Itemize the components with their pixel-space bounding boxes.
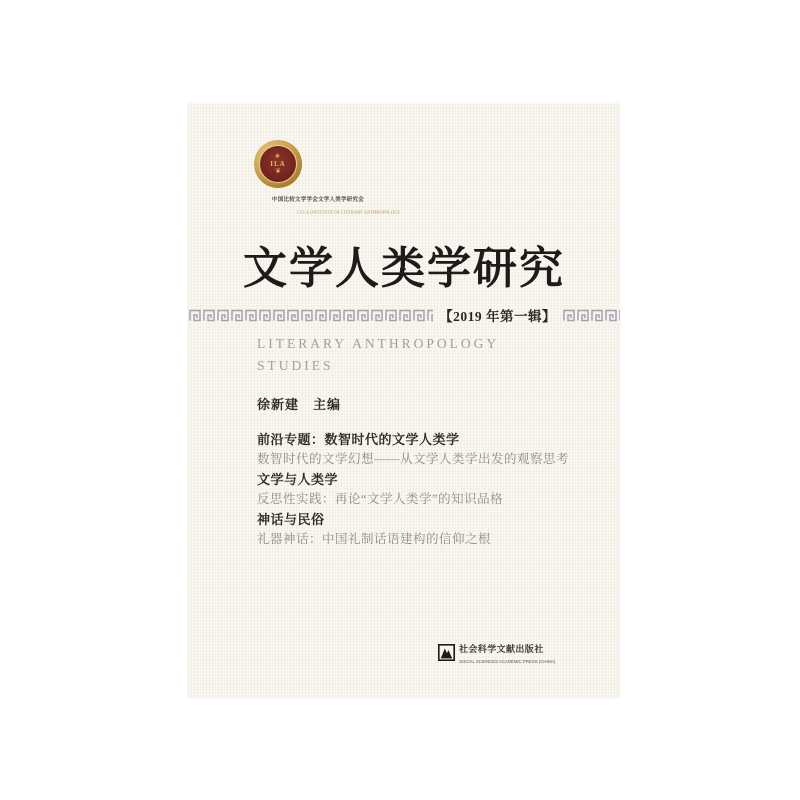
toc-article: 反思性实践：再论“文学人类学”的知识品格 [257, 492, 504, 506]
association-seal-inner [259, 145, 297, 183]
publisher-logo-icon [438, 644, 455, 661]
association-seal [254, 140, 302, 188]
meander-pattern-left [188, 309, 433, 322]
association-name-cn: 中国比较文学学会文学人类学研究会 [272, 196, 364, 203]
decorative-band [188, 308, 620, 322]
publisher-block [438, 644, 659, 664]
toc-article: 数智时代的文学幻想——从文学人类学出发的观察思考 [257, 452, 570, 466]
publisher-name-en: SOCIAL SCIENCES ACADEMIC PRESS (CHINA) [459, 659, 556, 664]
publisher-name-cn: 社会科学文献出版社 [459, 644, 544, 654]
book-title-en-line1: LITERARY ANTHROPOLOGY [257, 336, 500, 351]
seal-flourish-icon: ❦ [275, 166, 281, 175]
book-title-en [257, 333, 499, 377]
toc-article: 礼器神话：中国礼制话语建构的信仰之根 [257, 532, 492, 546]
issue-label: 【2019 年第一辑】 [439, 309, 556, 324]
seal-ornament-icon: ❖ [274, 153, 282, 160]
book-cover [188, 103, 620, 698]
association-name-en: CCLA INSTITUTE OF LITERARY ANTHROPOLOGY [297, 210, 401, 215]
editor-line: 徐新建 主编 [257, 397, 342, 412]
contents-preview [257, 433, 597, 553]
toc-section-title: 神话与民俗 [257, 512, 325, 527]
book-title-en-line2: STUDIES [257, 358, 334, 373]
toc-section-title: 前沿专题：数智时代的文学人类学 [257, 432, 460, 447]
toc-section-title: 文学与人类学 [257, 472, 339, 487]
seal-acronym: ILA [270, 159, 286, 168]
book-title-cn: 文学人类学研究 [243, 244, 565, 293]
meander-pattern-right [562, 309, 620, 322]
